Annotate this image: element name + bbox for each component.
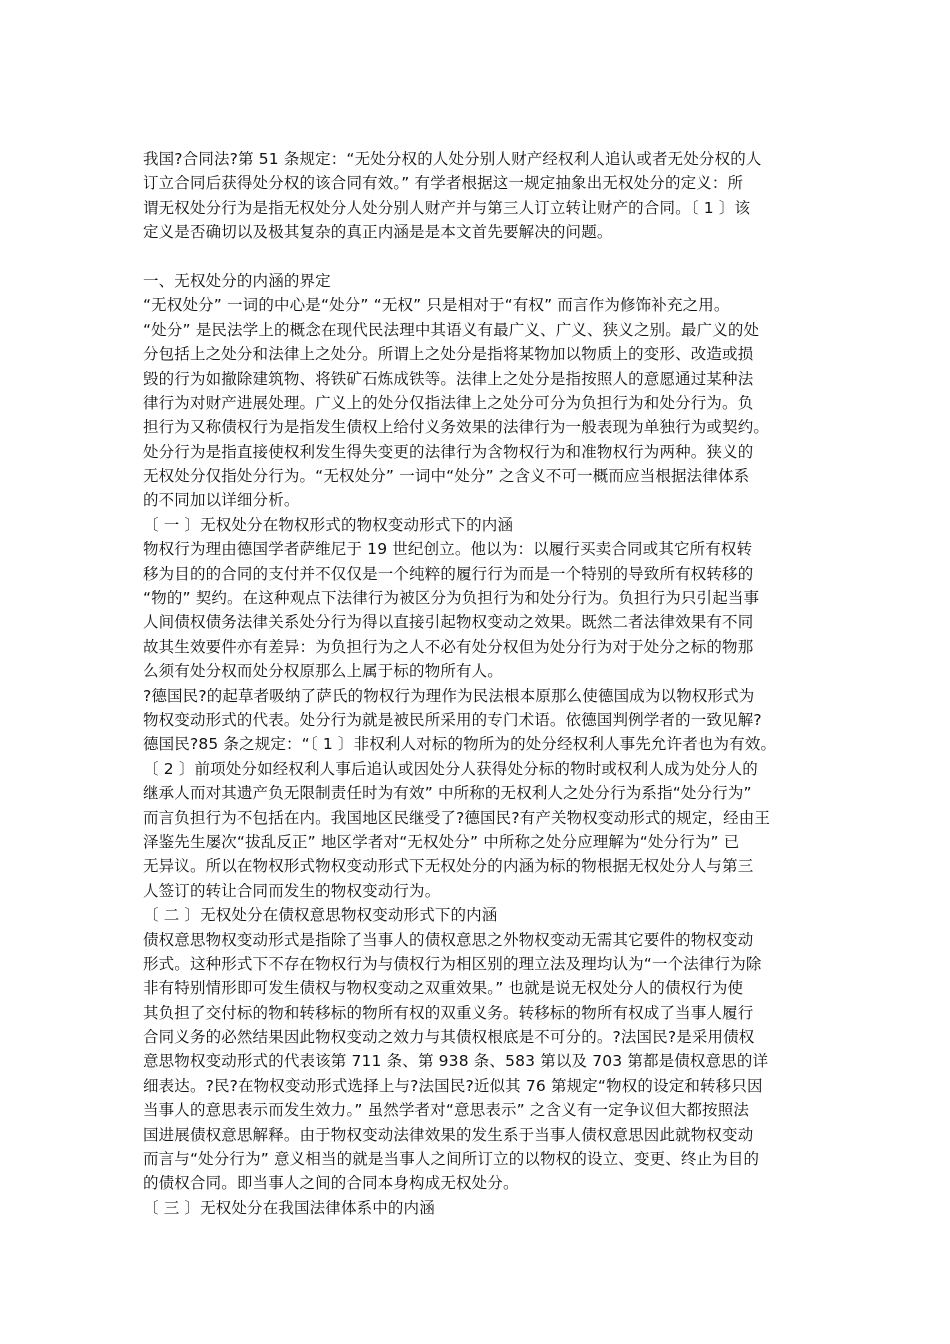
text-line: 形式。这种形式下不存在物权行为与债权行为相区别的理立法及理均认为“一个法律行为除 [143,954,762,973]
text-line: 定义是否确切以及极其复杂的真正内涵是是本文首先要解决的问题。 [143,223,613,242]
section-body [143,293,811,513]
text-line: 细表达。?民?在物权变动形式选择上与?法国民?近似其 76 第规定“物权的设定和转移只因 [143,1076,763,1095]
document-page [143,147,811,1220]
text-line: 我国?合同法?第 51 条规定：“无处分权的人处分别人财产经权利人追认或者无处分权的人 [143,150,762,168]
text-line: ?德国民?的起草者吸纳了萨氏的物权行为理作为民法根本原那么使德国成为以物权形式为 [143,686,755,705]
text-line: 国进展债权意思解释。由于物权变动法律效果的发生系于当事人债权意思因此就物权变动 [143,1125,754,1144]
text-line: “处分” 是民法学上的概念在现代民法理中其语义有最广义、广义、狭义之别。最广义的处 [143,320,760,339]
text-line: 物权行为理由德国学者萨维尼于 19 世纪创立。他以为：以履行买卖合同或其它所有权转 [143,540,753,559]
text-line: 其负担了交付标的物和转移标的物所有权的双重义务。转移标的物所有权成了当事人履行 [143,1003,754,1022]
subsection-body [143,928,811,1196]
text-line: 谓无权处分行为是指无权处分人处分别人财产并与第三人订立转让财产的合同。〔 1 〕该 [143,198,751,217]
text-line: “物的” 契约。在这种观点下法律行为被区分为负担行为和处分行为。负担行为只引起当事 [143,589,760,608]
text-line: 债权意思物权变动形式是指除了当事人的债权意思之外物权变动无需其它要件的物权变动 [143,930,754,949]
text-line: “无权处分” 一词的中心是“处分” “无权” 只是相对于“有权” 而言作为修饰补充之用。 [143,296,730,315]
text-line: 非有特别情形即可发生债权与物权变动之双重效果。” 也就是说无权处分人的债权行为使 [143,979,744,998]
subsection-heading: 〔 三 〕无权处分在我国法律体系中的内涵 [143,1198,435,1217]
subsection-heading: 〔 二 〕无权处分在债权意思物权变动形式下的内涵 [143,906,498,925]
text-line: 当事人的意思表示而发生效力。” 虽然学者对“意思表示” 之含义有一定争议但大都按照法 [143,1101,749,1120]
intro-paragraph [143,147,811,245]
text-line: 律行为对财产进展处理。广义上的处分仅指法律上之处分可分为负担行为和处分行为。负 [143,393,754,412]
text-line: 处分行为是指直接使权利发生得失变更的法律行为含物权行为和准物权行为两种。狭义的 [143,442,754,461]
text-line: 人签订的转让合同而发生的物权变动行为。 [143,881,441,900]
text-line: 〔 2 〕前项处分如经权利人事后追认或因处分人获得处分标的物时或权利人成为处分人的 [143,759,758,778]
text-line: 毁的行为如撤除建筑物、将铁矿石炼成铁等。法律上之处分是指按照人的意愿通过某种法 [143,369,754,388]
text-line: 移为目的的合同的支付并不仅仅是一个纯粹的履行行为而是一个特别的导致所有权转移的 [143,564,754,583]
text-line: 分包括上之处分和法律上之处分。所谓上之处分是指将某物加以物质上的变形、改造或损 [143,345,754,364]
text-line: 而言负担行为不包括在内。我国地区民继受了?德国民?有产关物权变动形式的规定，经由王 [143,808,771,827]
text-line: 担行为又称债权行为是指发生债权上给付义务效果的法律行为一般表现为单独行为或契约。 [143,418,770,437]
text-line: 泽鉴先生屡次“拔乱反正” 地区学者对“无权处分” 中所称之处分应理解为“处分行为” 已 [143,832,740,851]
text-line: 无权处分仅指处分行为。“无权处分” 一词中“处分” 之含义不可一概而应当根据法律体系 [143,467,750,486]
text-line: 人间债权债务法律关系处分行为得以直接引起物权变动之效果。既然二者法律效果有不同 [143,613,754,632]
text-line: 故其生效要件亦有差异：为负担行为之人不必有处分权但为处分行为对于处分之标的物那 [143,637,754,656]
text-line: 物权变动形式的代表。处分行为就是被民所采用的专门术语。依德国判例学者的一致见解? [143,710,762,729]
paragraph-spacer [143,245,811,269]
text-line: 而言与“处分行为” 意义相当的就是当事人之间所订立的以物权的设立、变更、终止为目的 [143,1150,760,1169]
section-heading: 一、无权处分的内涵的界定 [143,271,331,290]
text-line: 德国民?85 条之规定：“〔 1 〕非权利人对标的物所为的处分经权利人事先允许者也为有效。 [143,735,777,754]
text-line: 继承人而对其遗产负无限制责任时为有效” 中所称的无权利人之处分行为系指“处分行为” [143,784,752,803]
subsection-body [143,537,811,903]
text-line: 的不同加以详细分析。 [143,491,300,510]
text-line: 合同义务的必然结果因此物权变动之效力与其债权根底是不可分的。?法国民?是采用债权 [143,1028,755,1047]
text-line: 无异议。所以在物权形式物权变动形式下无权处分的内涵为标的物根据无权处分人与第三 [143,857,754,876]
text-line: 么须有处分权而处分权原那么上属于标的物所有人。 [143,662,503,681]
text-line: 意思物权变动形式的代表该第 711 条、第 938 条、583 第以及 703 第都是债权意思的详 [143,1052,769,1071]
text-line: 订立合同后获得处分权的该合同有效。” 有学者根据这一规定抽象出无权处分的定义：所 [143,174,744,193]
subsection-heading: 〔 一 〕无权处分在物权形式的物权变动形式下的内涵 [143,515,514,534]
text-line: 的债权合同。即当事人之间的合同本身构成无权处分。 [143,1174,519,1193]
